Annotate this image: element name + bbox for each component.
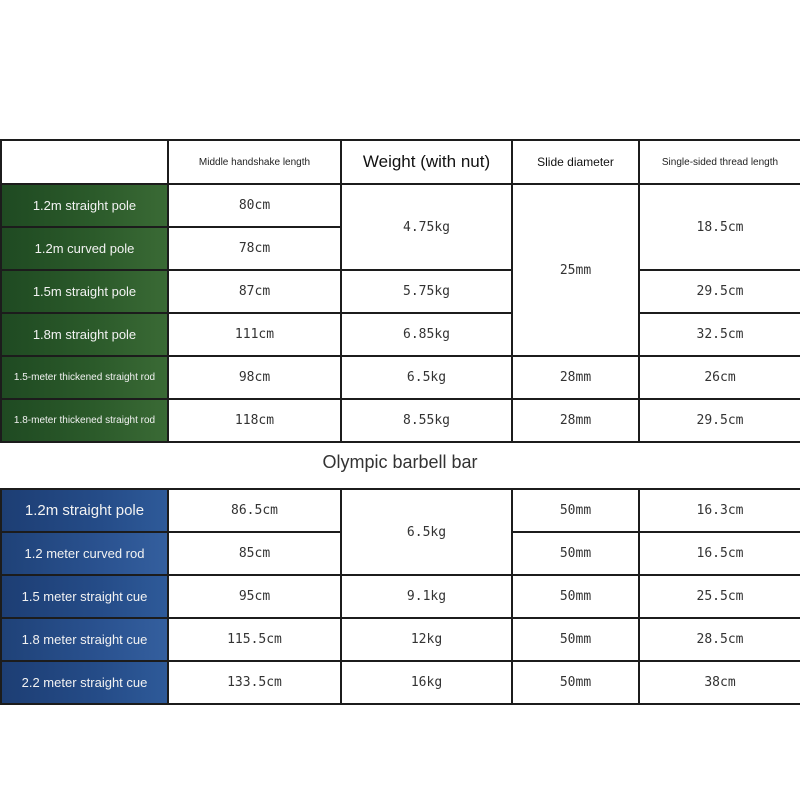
handle-length-cell: 98cm [168,356,341,399]
table-row [1,313,800,356]
table-row [1,489,800,532]
thread-length-cell: 32.5cm [639,313,800,356]
handle-length-cell: 115.5cm [168,618,341,661]
table-row [1,356,800,399]
olympic-bar-spec-table [0,488,800,705]
weight-cell: 16kg [341,661,512,704]
handle-length-cell: 86.5cm [168,489,341,532]
weight-cell: 12kg [341,618,512,661]
diameter-cell: 50mm [512,489,639,532]
diameter-cell: 50mm [512,575,639,618]
handle-length-cell: 87cm [168,270,341,313]
table-row [1,618,800,661]
handle-length-cell: 85cm [168,532,341,575]
table-row [1,270,800,313]
weight-cell: 6.5kg [341,489,512,575]
row-label: 1.8-meter thickened straight rod [1,399,168,442]
header-slide-diameter: Slide diameter [512,140,639,184]
header-weight: Weight (with nut) [341,140,512,184]
row-label: 1.5 meter straight cue [1,575,168,618]
thread-length-cell: 29.5cm [639,399,800,442]
thread-length-cell: 38cm [639,661,800,704]
handle-length-cell: 95cm [168,575,341,618]
header-row [1,140,800,184]
weight-cell: 6.5kg [341,356,512,399]
weight-cell: 4.75kg [341,184,512,270]
handle-length-cell: 80cm [168,184,341,227]
handle-length-cell: 78cm [168,227,341,270]
row-label: 1.2 meter curved rod [1,532,168,575]
thread-length-cell: 29.5cm [639,270,800,313]
thread-length-cell: 16.5cm [639,532,800,575]
diameter-cell: 50mm [512,661,639,704]
diameter-cell: 25mm [512,184,639,356]
thread-length-cell: 26cm [639,356,800,399]
weight-cell: 6.85kg [341,313,512,356]
thread-length-cell: 25.5cm [639,575,800,618]
row-label: 1.5m straight pole [1,270,168,313]
table-row [1,575,800,618]
row-label: 1.2m straight pole [1,184,168,227]
thread-length-cell: 18.5cm [639,184,800,270]
standard-bar-spec-table [0,139,800,443]
row-label: 1.2m curved pole [1,227,168,270]
diameter-cell: 28mm [512,356,639,399]
table-row [1,184,800,227]
header-handle-length: Middle handshake length [168,140,341,184]
thread-length-cell: 28.5cm [639,618,800,661]
handle-length-cell: 111cm [168,313,341,356]
corner-cell [1,140,168,184]
row-label: 1.8m straight pole [1,313,168,356]
weight-cell: 8.55kg [341,399,512,442]
row-label: 2.2 meter straight cue [1,661,168,704]
weight-cell: 9.1kg [341,575,512,618]
handle-length-cell: 133.5cm [168,661,341,704]
diameter-cell: 50mm [512,532,639,575]
row-label: 1.2m straight pole [1,489,168,532]
thread-length-cell: 16.3cm [639,489,800,532]
handle-length-cell: 118cm [168,399,341,442]
header-thread-length: Single-sided thread length [639,140,800,184]
row-label: 1.8 meter straight cue [1,618,168,661]
weight-cell: 5.75kg [341,270,512,313]
diameter-cell: 50mm [512,618,639,661]
diameter-cell: 28mm [512,399,639,442]
table-row [1,661,800,704]
olympic-section-title: Olympic barbell bar [322,452,478,472]
row-label: 1.5-meter thickened straight rod [1,356,168,399]
table-row [1,399,800,442]
